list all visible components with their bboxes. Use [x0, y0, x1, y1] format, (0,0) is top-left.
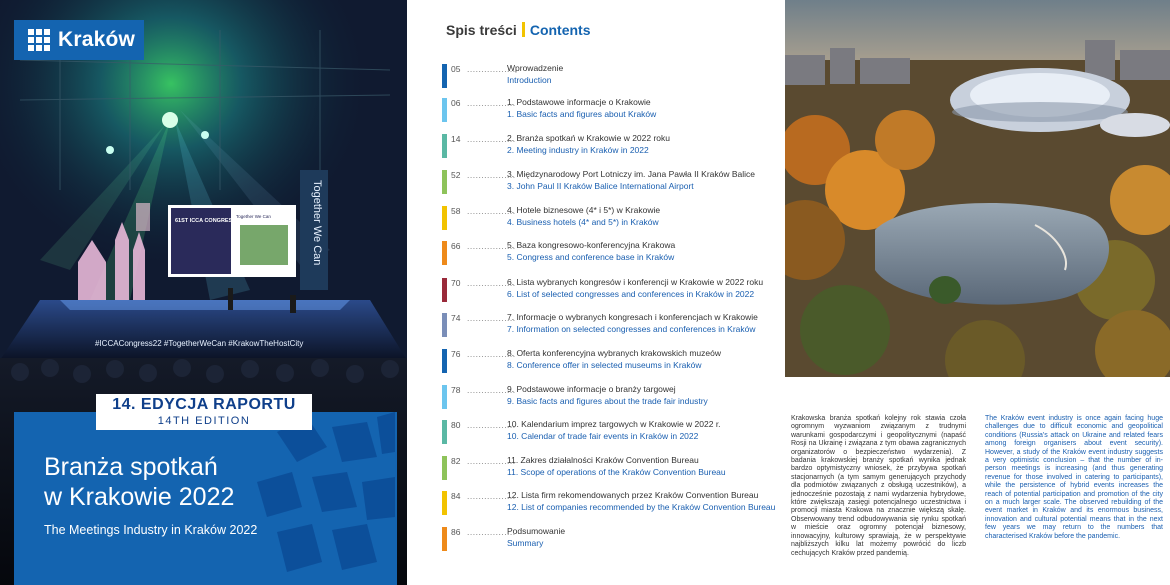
toc-title-en[interactable]: 9. Basic facts and figures about the trade fair industry [507, 396, 708, 406]
toc-title-pl: 7. Informacje o wybranych kongresach i konferencjach w Krakowie [507, 312, 758, 322]
contents-title-en: Contents [529, 22, 591, 38]
toc-leader-dots: ................. [467, 170, 516, 180]
toc-title-en[interactable]: 12. List of companies recommended by the Kraków Convention Bureau [507, 502, 776, 512]
toc-leader-dots: ................. [467, 98, 516, 108]
toc-title-en[interactable]: 8. Conference offer in selected museums in Kraków [507, 360, 702, 370]
toc-title-en[interactable]: 7. Information on selected congresses and conferences in Kraków [507, 324, 756, 334]
krakow-logo [14, 20, 144, 60]
intro-page [785, 0, 1170, 585]
toc-leader-dots: ................. [467, 420, 516, 430]
toc-item[interactable] [442, 133, 782, 165]
toc-color-bar [442, 64, 447, 88]
edition-main: 14. EDYCJA RAPORTU [112, 396, 296, 413]
toc-title-pl: 11. Zakres działalności Kraków Convention Bureau [507, 455, 699, 465]
toc-title-pl: 12. Lista firm rekomendowanych przez Kraków Convention Bureau [507, 490, 759, 500]
table-of-contents-page [407, 0, 785, 585]
logo-text: Kraków [58, 28, 136, 51]
toc-page-number: 06 [451, 98, 461, 108]
toc-page-number: 52 [451, 170, 461, 180]
toc-title-pl: 3. Międzynarodowy Port Lotniczy im. Jana Pawła II Kraków Balice [507, 169, 756, 179]
toc-color-bar [442, 313, 447, 337]
toc-item[interactable] [442, 205, 782, 237]
toc-color-bar [442, 385, 447, 409]
toc-title-pl: 10. Kalendarium imprez targowych w Krakowie w 2022 r. [507, 419, 721, 429]
toc-leader-dots: ................. [467, 456, 516, 466]
toc-leader-dots: ................. [467, 527, 516, 537]
toc-item[interactable] [442, 240, 782, 272]
toc-title-en[interactable]: Introduction [507, 75, 552, 85]
toc-item[interactable] [442, 97, 782, 129]
toc-title-pl: 2. Branża spotkań w Krakowie w 2022 roku [507, 133, 671, 143]
toc-page-number: 86 [451, 527, 461, 537]
toc-page-number: 84 [451, 491, 461, 501]
toc-color-bar [442, 170, 447, 194]
stage-screen-title: 61ST ICCA CONGRESS [175, 218, 236, 224]
edition-badge [96, 394, 312, 430]
cover-title-line-2: w Krakowie 2022 [44, 483, 235, 511]
cover-title-panel [14, 412, 397, 585]
toc-color-bar [442, 278, 447, 302]
toc-item[interactable] [442, 169, 782, 201]
toc-leader-dots: ................. [467, 349, 516, 359]
toc-page-number: 70 [451, 278, 461, 288]
toc-title-pl: Podsumowanie [507, 526, 566, 536]
contents-title-pl: Spis treści [446, 22, 517, 38]
toc-item[interactable] [442, 348, 782, 380]
toc-title-pl: 4. Hotele biznesowe (4* i 5*) w Krakowie [507, 205, 661, 215]
toc-item[interactable] [442, 277, 782, 309]
krakow-logo-icon [28, 29, 50, 51]
toc-page-number: 78 [451, 385, 461, 395]
toc-leader-dots: ................. [467, 134, 516, 144]
toc-title-en[interactable]: 5. Congress and conference base in Kraków [507, 252, 675, 262]
toc-leader-dots: ................. [467, 206, 516, 216]
edition-sub: 14TH EDITION [157, 415, 251, 427]
toc-page-number: 58 [451, 206, 461, 216]
toc-page-number: 76 [451, 349, 461, 359]
toc-title-en[interactable]: 4. Business hotels (4* and 5*) in Kraków [507, 217, 659, 227]
cover-subtitle: The Meetings Industry in Kraków 2022 [44, 523, 258, 537]
toc-color-bar [442, 349, 447, 373]
toc-page-number: 66 [451, 241, 461, 251]
toc-title-en[interactable]: 6. List of selected congresses and conferences in Kraków in 2022 [507, 289, 755, 299]
contents-heading [446, 22, 591, 38]
toc-page-number: 80 [451, 420, 461, 430]
toc-color-bar [442, 134, 447, 158]
toc-page-number: 82 [451, 456, 461, 466]
toc-title-pl: 6. Lista wybranych kongresów i konferencji w Krakowie w 2022 roku [507, 277, 764, 287]
toc-title-en[interactable]: 11. Scope of operations of the Kraków Convention Bureau [507, 467, 726, 477]
intro-text-en: The Kraków event industry is once again facing huge challenges due to difficult economic and geopolitical conditions (Russia's attack on Ukraine and related fears among foreign organisers about event security). However, a study of the Kraków event industry suggests a very optimistic conclusion – that the number of in-person meetings is increasing (and thus generating revenue for those involved in catering to participants), while the persistence of hybrid events increases the reach of potential participation and promotion of the city on a much larger scale. The observed rebuilding of the event market in Kraków and its enormous business, innovation and cultural potential means that in the next few years we may return to the numbers that characterised Kraków before the pandemic. [985, 415, 1163, 540]
toc-title-en[interactable]: 3. John Paul II Kraków Balice International Airport [507, 181, 694, 191]
toc-item[interactable] [442, 455, 782, 487]
toc-title-pl: Wprowadzenie [507, 63, 564, 73]
report-cover [0, 0, 407, 585]
toc-item[interactable] [442, 419, 782, 451]
toc-title-en[interactable]: 10. Calendar of trade fair events in Kraków in 2022 [507, 431, 699, 441]
toc-title-pl: 8. Oferta konferencyjna wybranych krakowskich muzeów [507, 348, 722, 358]
cover-title [44, 452, 234, 512]
toc-leader-dots: ................. [467, 278, 516, 288]
toc-title-en[interactable]: 1. Basic facts and figures about Kraków [507, 109, 657, 119]
toc-color-bar [442, 206, 447, 230]
toc-leader-dots: ................. [467, 313, 516, 323]
toc-color-bar [442, 527, 447, 551]
toc-leader-dots: ................. [467, 385, 516, 395]
toc-title-pl: 1. Podstawowe informacje o Krakowie [507, 97, 651, 107]
toc-color-bar [442, 491, 447, 515]
toc-item[interactable] [442, 312, 782, 344]
toc-color-bar [442, 98, 447, 122]
toc-item[interactable] [442, 384, 782, 416]
toc-page-number: 05 [451, 64, 461, 74]
toc-color-bar [442, 420, 447, 444]
toc-title-en[interactable]: Summary [507, 538, 544, 548]
toc-leader-dots: ................. [467, 241, 516, 251]
stage-floor-text: #ICCACongress22 #TogetherWeCan #KrakowTheHostCity [95, 339, 304, 348]
cover-title-line-1: Branża spotkań [44, 453, 218, 481]
toc-color-bar [442, 456, 447, 480]
stage-banner-text: Together We Can [311, 180, 323, 266]
toc-leader-dots: ................. [467, 64, 516, 74]
toc-page-number: 74 [451, 313, 461, 323]
heading-separator [522, 22, 525, 37]
toc-leader-dots: ................. [467, 491, 516, 501]
toc-title-pl: 9. Podstawowe informacje o branży targowej [507, 384, 676, 394]
stage-screen-sub: Together We Can [236, 214, 271, 219]
toc-title-pl: 5. Baza kongresowo-konferencyjna Krakowa [507, 240, 676, 250]
toc-color-bar [442, 241, 447, 265]
intro-text-pl: Krakowska branża spotkań kolejny rok stawia czoła ogromnym wyzwaniom związanym z trudnymi warunkami gospodarczymi i geopolitycznymi (napaść Rosji na Ukrainę i związana z tym obawa zagranicznych organizatorów o bezpieczeństwo wydarzenia). Z badania krakowskiej branży spotkań wynika jednak bardzo optymistyczny wniosek, że przybywa spotkań stacjonarnych (a tym samym generujących przychody dla podmiotów związanych z obsługą uczestników), a jednocześnie pozostają z nami wydarzenia hybrydowe, które zwiększają zasięgi potencjalnego uczestnictwa i promocji miasta Krakowa na znacznie większą skalę. Obserwowany trend odbudowywania się rynku spotkań w mieście oraz ogromny potencjał biznesowy, innowacyjny, kulturowy sprawiają, że w perspektywie najbliższych kilku lat możemy powrócić do liczb cechujących Kraków przed pandemią. [791, 415, 966, 557]
toc-item[interactable] [442, 490, 782, 522]
decorative-pattern-icon [237, 412, 397, 585]
toc-title-en[interactable]: 2. Meeting industry in Kraków in 2022 [507, 145, 649, 155]
toc-item[interactable] [442, 63, 782, 95]
toc-page-number: 14 [451, 134, 461, 144]
aerial-city-photo [785, 0, 1170, 377]
toc-item[interactable] [442, 526, 782, 558]
